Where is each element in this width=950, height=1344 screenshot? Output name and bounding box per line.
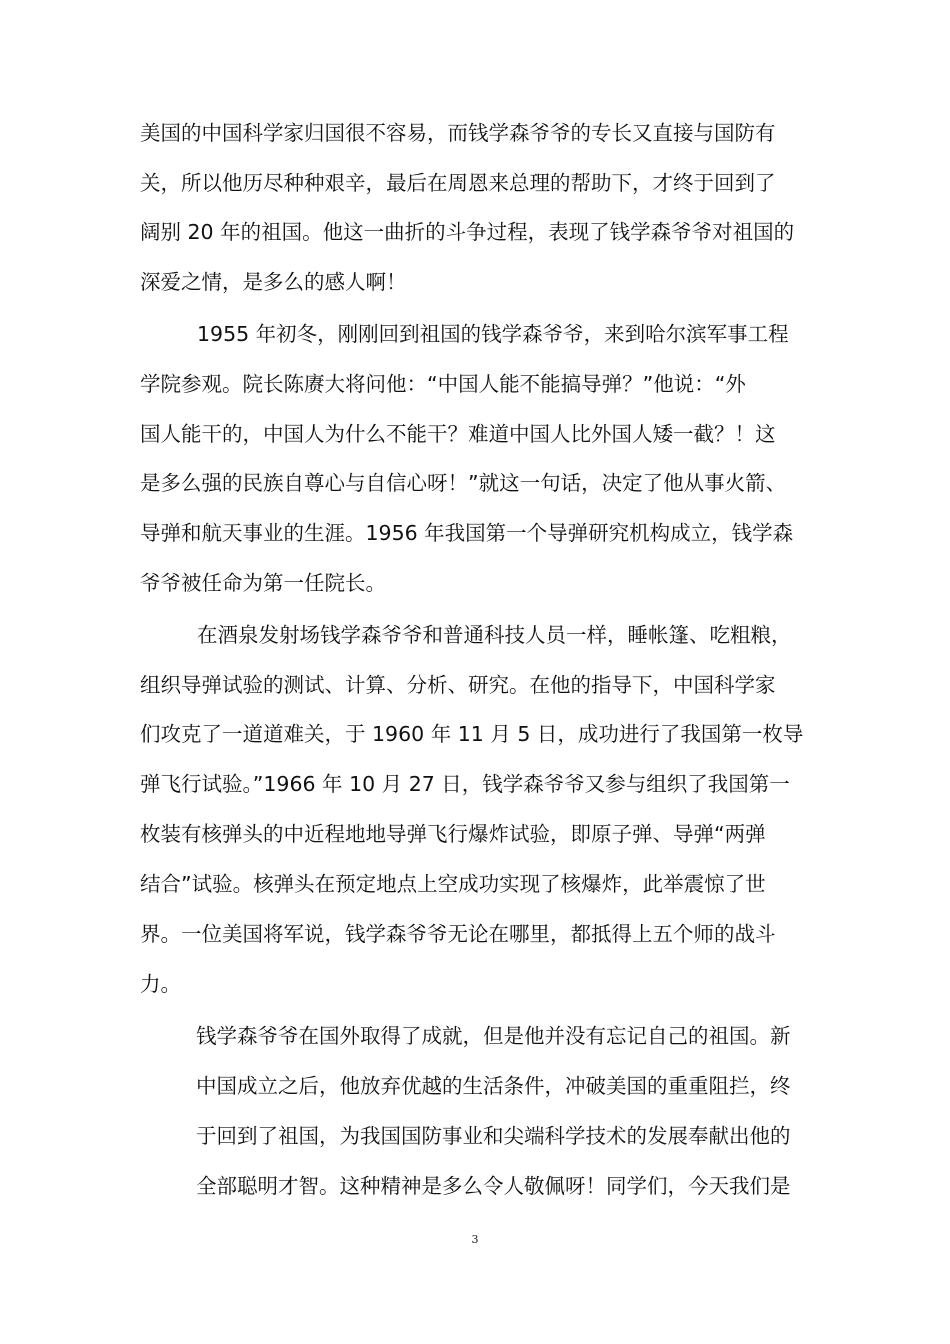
text-line: 阔别 20 年的祖国。他这一曲折的斗争过程，表现了钱学森爷爷对祖国的 [140, 220, 795, 244]
text-line: 导弹和航天事业的生涯。1956 年我国第一个导弹研究机构成立，钱学森 [140, 521, 794, 545]
text-line: 于回到了祖国，为我国国防事业和尖端科学技术的发展奉献出他的 [196, 1124, 791, 1148]
text-line: 全部聪明才智。这种精神是多么令人敬佩呀！同学们，今天我们是 [196, 1174, 791, 1198]
text-line: 们攻克了一道道难关，于 1960 年 11 月 5 日，成功进行了我国第一枚导 [140, 722, 804, 746]
text-line: 1955 年初冬，刚刚回到祖国的钱学森爷爷，来到哈尔滨军事工程 [197, 322, 789, 346]
text-line: 爷爷被任命为第一任院长。 [140, 571, 386, 595]
text-line: 枚装有核弹头的中近程地地导弹飞行爆炸试验，即原子弹、导弹“两弹 [140, 822, 766, 846]
text-line: 国人能干的，中国人为什么不能干？难道中国人比外国人矮一截？！这 [140, 422, 776, 446]
text-line: 钱学森爷爷在国外取得了成就，但是他并没有忘记自己的祖国。新 [196, 1024, 791, 1048]
text-line: 深爱之情，是多么的感人啊！ [140, 270, 407, 294]
text-line: 界。一位美国将军说，钱学森爷爷无论在哪里，都抵得上五个师的战斗 [140, 922, 776, 946]
text-line: 组织导弹试验的测试、计算、分析、研究。在他的指导下，中国科学家 [140, 673, 776, 697]
text-line: 弹飞行试验。”1966 年 10 月 27 日，钱学森爷爷又参与组织了我国第一 [140, 772, 790, 796]
text-line: 结合”试验。核弹头在预定地点上空成功实现了核爆炸，此举震惊了世 [140, 872, 766, 896]
text-line: 在酒泉发射场钱学森爷爷和普通科技人员一样，睡帐篷、吃粗粮， [197, 623, 792, 647]
text-line: 美国的中国科学家归国很不容易，而钱学森爷爷的专长又直接与国防有 [140, 121, 776, 145]
text-line: 关，所以他历尽种种艰辛，最后在周恩来总理的帮助下，才终于回到了 [140, 171, 776, 195]
text-line: 是多么强的民族自尊心与自信心呀！”就这一句话，决定了他从事火箭、 [140, 471, 787, 495]
text-line: 中国成立之后，他放弃优越的生活条件，冲破美国的重重阻拦，终 [196, 1074, 791, 1098]
page-number: 3 [471, 1233, 479, 1246]
text-line: 学院参观。院长陈赓大将问他：“中国人能不能搞导弹？”他说：“外 [140, 372, 746, 396]
text-line: 力。 [140, 972, 181, 996]
